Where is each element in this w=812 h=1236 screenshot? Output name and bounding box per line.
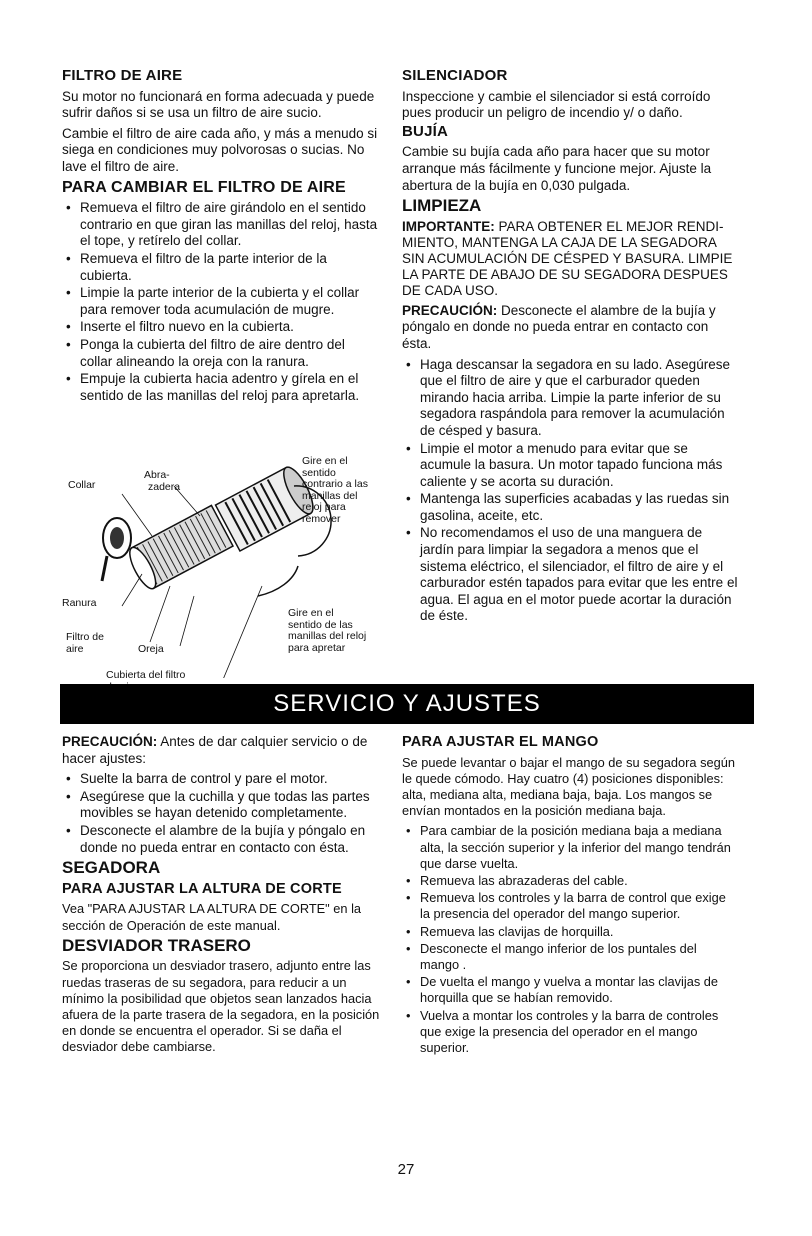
mango-item: • Remueva los controles y la barra de control que exige la presencia del operador del mango superior. <box>402 890 738 922</box>
cambiar-item: • Inserte el filtro nuevo en la cubierta. <box>62 319 380 336</box>
air-filter-figure <box>62 446 392 681</box>
cambiar-title: PARA CAMBIAR EL FILTRO DE AIRE <box>62 178 346 196</box>
bujia-title: BUJÍA <box>402 122 449 140</box>
gire-remover-line: Gire en el <box>302 455 348 467</box>
bujia-text: Cambie su bujía cada año para hacer que su motor arranque más fácilmente y funcione mejor. Ajuste la abertura de la bujía en 0,030 pulgada. <box>402 144 712 193</box>
label-gire-apretar <box>288 608 366 654</box>
limpieza-title: LIMPIEZA <box>402 196 482 216</box>
gire-apretar-line: Gire en el <box>288 607 334 619</box>
label-oreja: Oreja <box>138 643 164 655</box>
page-number: 27 <box>397 1161 415 1178</box>
altura-text: Vea "PARA AJUSTAR LA ALTURA DE CORTE" en la sección de Operación de este manual. <box>62 901 362 933</box>
label-filtro-1: Filtro de <box>66 631 104 643</box>
limpieza-importante <box>402 219 738 299</box>
servicio-precaucion <box>62 734 380 767</box>
servicio-precaucion-label: PRECAUCIÓN: <box>62 734 158 749</box>
left-column-bottom <box>62 734 380 1060</box>
silenciador-text: Inspeccione y cambie el silenciador si está corroído pues producir un peligro de incendio y/ o daño. <box>402 88 711 121</box>
servicio-item: • Asegúrese que la cuchilla y que todas las partes movibles se hayan detenido completamente. <box>62 789 380 822</box>
limpieza-item: • Mantenga las superficies acabadas y las ruedas sin gasolina, aceite, etc. <box>402 491 738 524</box>
cambiar-item: • Limpie la parte interior de la cubierta y el collar para remover toda acumulación de mugre. <box>62 285 380 318</box>
importante-label: IMPORTANTE: <box>402 218 495 234</box>
limpieza-item: • Haga descansar la segadora en su lado. Asegúrese que el filtro de aire y que el carburador queden mirando hacia arriba. Limpie la parte inferior de su segadora raspándola para remover la acumulación de césped y basura. <box>402 357 738 440</box>
servicio-list <box>62 771 380 856</box>
servicio-precaucion-text: Antes de dar calquier servicio o de hacer ajustes: <box>62 734 368 766</box>
gire-remover-line: reloj para <box>302 501 346 513</box>
limpieza-precaucion <box>402 303 738 353</box>
mango-item: • De vuelta el mango y vuelva a montar las clavijas de horquilla que se habían removido. <box>402 974 738 1006</box>
limpieza-item: • Limpie el motor a menudo para evitar que se acumule la basura. Un motor tapado funciona más caliente y se acorta su duración. <box>402 441 738 491</box>
label-abrazadera-2: zadera <box>148 481 181 493</box>
filtro-p2: Cambie el filtro de aire cada año, y más a menudo si siega en condiciones muy polvorosas o sucias. No lave el filtro de aire. <box>62 125 378 174</box>
servicio-item: • Desconecte el alambre de la bujía y póngalo en donde no pueda entrar en contacto con ésta. <box>62 823 380 856</box>
altura-title: PARA AJUSTAR LA ALTURA DE CORTE <box>62 880 342 897</box>
mango-text: Se puede levantar o bajar el mango de su segadora según le quede cómodo. Hay cuatro (4) posiciones disponibles: alta, mediana alta, mediana baja, baja. Los mangos se envían montados en la posición mediana baja. <box>402 754 735 819</box>
desviador-text: Se proporciona un desviador trasero, adjunto entre las ruedas traseras de su segadora, para reducir a un mínimo la posibilidad que objetos sean lanzados hacia afuera de la parte trasera de la segadora, en la posición en donde se encuentra el operador. Si se daña el desviador debe cambiarse. <box>62 958 380 1055</box>
gire-apretar-line: sentido de las <box>288 618 353 631</box>
gire-remover-line: remover <box>302 512 341 525</box>
section-banner: SERVICIO Y AJUSTES <box>60 684 754 724</box>
label-collar: Collar <box>68 479 96 491</box>
label-gire-remover <box>302 456 368 525</box>
cambiar-list <box>62 200 380 404</box>
mango-title: PARA AJUSTAR EL MANGO <box>402 734 599 750</box>
label-abrazadera-1: Abra- <box>144 469 170 481</box>
filtro-title: FILTRO DE AIRE <box>62 67 183 84</box>
gire-remover-line: manillas del <box>302 489 358 502</box>
filtro-p1: Su motor no funcionará en forma adecuada y puede sufrir daños si se usa un filtro de aire sucio. <box>62 88 375 121</box>
mango-item: • Desconecte el mango inferior de los puntales del mango . <box>402 941 738 973</box>
gire-remover-line: sentido <box>302 466 336 479</box>
precaucion-label: PRECAUCIÓN: <box>402 302 498 318</box>
importante-text: PARA OBTENER EL MEJOR RENDI-MIENTO, MANTENGA LA CAJA DE LA SEGADORA SIN ACUMULACIÓN DE CÉSPED Y BASURA. LIMPIE LA PARTE DE ABAJO DE SU SEGADORA DESPUES DE CADA USO. <box>402 218 733 298</box>
cambiar-item: • Remueva el filtro de aire girándolo en el sentido contrario en que giran las manillas del reloj, hasta el tope, y retírelo del collar. <box>62 200 380 250</box>
label-ranura: Ranura <box>62 597 97 609</box>
right-column-top <box>402 66 738 629</box>
gire-apretar-line: para apretar <box>288 641 346 654</box>
mango-item: • Remueva las abrazaderas del cable. <box>402 873 738 889</box>
gire-apretar-line: manillas del reloj <box>288 630 367 642</box>
left-column-top <box>62 66 380 408</box>
servicio-item: • Suelte la barra de control y pare el motor. <box>62 771 380 788</box>
cambiar-item: • Remueva el filtro de la parte interior de la cubierta. <box>62 251 380 284</box>
mango-item: • Vuelva a montar los controles y la barra de controles que exige la presencia del operador en el mango superior. <box>402 1008 738 1057</box>
segadora-title: SEGADORA <box>62 858 161 878</box>
label-cubierta-1: Cubierta del filtro <box>106 669 186 681</box>
mango-list <box>402 823 738 1056</box>
desviador-title: DESVIADOR TRASERO <box>62 935 251 955</box>
gire-remover-line: contrario a las <box>302 478 368 490</box>
mango-item: • Remueva las clavijas de horquilla. <box>402 924 738 940</box>
right-column-bottom <box>402 734 738 1060</box>
precaucion-text: Desconecte el alambre de la bujía y póngalo en donde no pueda entrar en contacto con ésta. <box>402 302 716 351</box>
silenciador-title: SILENCIADOR <box>402 67 508 84</box>
mango-item: • Para cambiar de la posición mediana baja a mediana alta, la sección superior y la inferior del mango tendrán que darse vuelta. <box>402 823 738 872</box>
label-filtro-2: aire <box>66 643 84 655</box>
cambiar-item: • Empuje la cubierta hacia adentro y gírela en el sentido de las manillas del reloj para apretarla. <box>62 371 380 404</box>
limpieza-item: • No recomendamos el uso de una manguera de jardín para limpiar la segadora a menos que el sistema eléctrico, el silenciador, el filtro de aire y el carburador estén tapados para evitar que les entre el agua. El agua en el motor puede acortar la duración de éste. <box>402 525 738 625</box>
cambiar-item: • Ponga la cubierta del filtro de aire dentro del collar alineando la oreja con la ranura. <box>62 337 380 370</box>
limpieza-list <box>402 357 738 626</box>
